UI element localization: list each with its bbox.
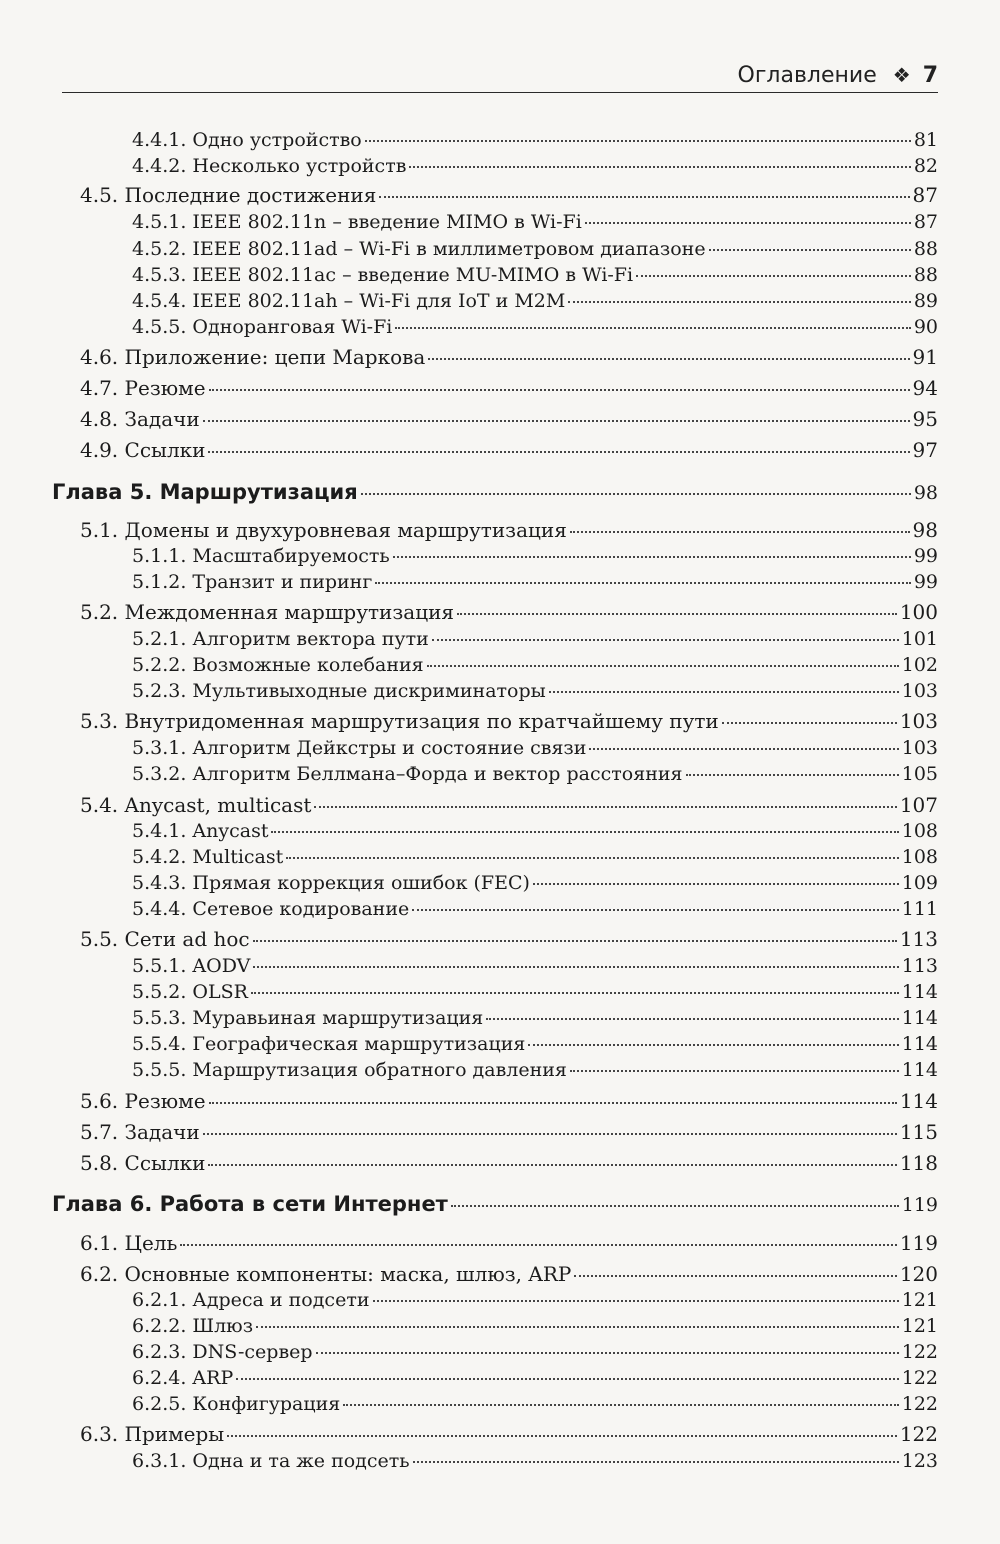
toc-entry-title: 6.2.5. Конфигурация	[132, 1393, 341, 1415]
toc-entry-title: 4.5.1. IEEE 802.11n – введение MIMO в Wi-Fi	[132, 211, 582, 233]
toc-entry-page: 122	[899, 1422, 938, 1446]
toc-entry-title: Глава 5. Маршрутизация	[52, 480, 358, 504]
toc-section	[0, 600, 938, 624]
page-number: 7	[922, 62, 938, 88]
toc-section	[0, 183, 938, 207]
dot-leader	[533, 882, 899, 885]
toc-entry-title: 4.4.1. Одно устройство	[132, 129, 362, 151]
toc-entry-page: 90	[913, 316, 938, 338]
toc-entry-page: 122	[901, 1341, 938, 1363]
toc-entry-title: 5.4.2. Multicast	[132, 846, 284, 868]
dot-leader	[585, 221, 911, 224]
dot-leader	[486, 1017, 898, 1020]
toc-entry-title: 5.1.2. Транзит и пиринг	[132, 571, 373, 593]
dot-leader	[209, 1101, 897, 1104]
toc-entry-page: 108	[901, 820, 938, 842]
toc-entry-title: 6.3.1. Одна и та же подсеть	[132, 1450, 410, 1472]
toc-entry-page: 120	[899, 1262, 938, 1286]
toc-entry-title: 4.5.2. IEEE 802.11ad – Wi-Fi в миллиметровом диапазоне	[132, 238, 706, 260]
toc-chapter	[0, 1192, 938, 1217]
toc-section	[0, 1262, 938, 1286]
dot-leader	[722, 721, 897, 724]
toc-entry-title: 5.8. Ссылки	[80, 1151, 206, 1175]
toc-entry-page: 89	[913, 290, 938, 312]
toc-entry-page: 105	[901, 763, 938, 785]
toc-entry-title: 4.5.3. IEEE 802.11ac – введение MU-MIMO в Wi-Fi	[132, 264, 634, 286]
toc-entry-title: 6.3. Примеры	[80, 1422, 225, 1446]
toc-section	[0, 1089, 938, 1113]
dot-leader	[427, 664, 899, 667]
toc-entry-page: 115	[899, 1120, 938, 1144]
dot-leader	[286, 856, 898, 859]
dot-leader	[570, 530, 910, 533]
toc-subsection	[0, 1392, 938, 1416]
toc-entry-page: 122	[901, 1393, 938, 1415]
toc-subsection	[0, 128, 938, 152]
toc-entry-page: 107	[899, 793, 938, 817]
toc-entry-title: 5.3.1. Алгоритм Дейкстры и состояние связи	[132, 737, 587, 759]
dot-leader	[236, 1377, 899, 1380]
toc-entry-page: 88	[913, 264, 938, 286]
toc-subsection	[0, 570, 938, 594]
toc-entry-title: 5.7. Задачи	[80, 1120, 200, 1144]
dot-leader	[574, 1274, 896, 1277]
toc-entry-title: 6.1. Цель	[80, 1231, 178, 1255]
toc-entry-title: 5.5. Сети ad hoc	[80, 927, 250, 951]
ornament-icon: ❖	[892, 63, 911, 87]
toc-entry-page: 103	[901, 680, 938, 702]
toc-chapter	[0, 480, 938, 505]
toc-entry-page: 99	[913, 545, 938, 567]
toc-subsection	[0, 679, 938, 703]
dot-leader	[208, 450, 909, 453]
toc-entry-page: 119	[901, 1194, 938, 1216]
toc-entry-title: 5.5.2. OLSR	[132, 981, 248, 1003]
dot-leader	[412, 908, 898, 911]
toc-entry-title: 6.2.2. Шлюз	[132, 1315, 254, 1337]
toc-entry-page: 109	[901, 872, 938, 894]
toc-subsection	[0, 980, 938, 1004]
toc-section	[0, 407, 938, 431]
dot-leader	[253, 965, 898, 968]
toc-entry-page: 114	[901, 981, 938, 1003]
toc-subsection	[0, 845, 938, 869]
toc-section	[0, 438, 938, 462]
toc-entry-page: 122	[901, 1367, 938, 1389]
dot-leader	[365, 139, 911, 142]
toc-entry-title: 5.3. Внутридоменная маршрутизация по кратчайшему пути	[80, 709, 719, 733]
toc-entry-title: Глава 6. Работа в сети Интернет	[52, 1192, 448, 1216]
toc-entry-title: 4.5.4. IEEE 802.11ah – Wi-Fi для IoT и M2M	[132, 290, 566, 312]
toc-entry-page: 99	[913, 571, 938, 593]
dot-leader	[393, 555, 911, 558]
toc-entry-page: 98	[913, 482, 938, 504]
toc-entry-title: 5.2.1. Алгоритм вектора пути	[132, 628, 429, 650]
dot-leader	[636, 274, 911, 277]
toc-section	[0, 927, 938, 951]
toc-entry-title: 5.2.2. Возможные колебания	[132, 654, 424, 676]
toc-section	[0, 1422, 938, 1446]
toc-entry-title: 5.5.4. Географическая маршрутизация	[132, 1033, 526, 1055]
toc-entry-page: 87	[913, 211, 938, 233]
toc-subsection	[0, 1288, 938, 1312]
toc-subsection	[0, 897, 938, 921]
dot-leader	[180, 1243, 896, 1246]
toc-entry-page: 91	[912, 345, 938, 369]
dot-leader	[256, 1325, 899, 1328]
toc-entry-page: 111	[901, 898, 938, 920]
dot-leader	[549, 690, 899, 693]
toc-entry-title: 5.4.3. Прямая коррекция ошибок (FEC)	[132, 872, 530, 894]
dot-leader	[432, 638, 899, 641]
toc-subsection	[0, 819, 938, 843]
toc-entry-page: 81	[913, 129, 938, 151]
toc-subsection	[0, 237, 938, 261]
dot-leader	[361, 492, 911, 495]
toc-section	[0, 376, 938, 400]
toc-entry-title: 6.2.4. ARP	[132, 1367, 234, 1389]
toc-subsection	[0, 1058, 938, 1082]
toc-subsection	[0, 289, 938, 313]
toc-subsection	[0, 1006, 938, 1030]
toc-entry-title: 5.1.1. Масштабируемость	[132, 545, 390, 567]
dot-leader	[209, 388, 910, 391]
toc-section	[0, 1120, 938, 1144]
toc-entry-page: 114	[899, 1089, 938, 1113]
toc-entry-page: 88	[913, 238, 938, 260]
dot-leader	[528, 1043, 898, 1046]
toc-subsection	[0, 210, 938, 234]
toc-entry-page: 101	[901, 628, 938, 650]
toc-entry-title: 5.2. Междоменная маршрутизация	[80, 600, 455, 624]
toc-entry-title: 5.4.1. Anycast	[132, 820, 269, 842]
toc-subsection	[0, 1366, 938, 1390]
toc-entry-title: 5.5.5. Маршрутизация обратного давления	[132, 1059, 567, 1081]
dot-leader	[428, 357, 909, 360]
toc-entry-page: 121	[901, 1289, 938, 1311]
dot-leader	[271, 830, 898, 833]
toc-subsection	[0, 1449, 938, 1473]
toc-entry-page: 119	[899, 1231, 938, 1255]
toc-entry-page: 82	[913, 155, 938, 177]
toc-entry-page: 95	[912, 407, 938, 431]
toc-entry-title: 5.1. Домены и двухуровневая маршрутизация	[80, 518, 567, 542]
toc-entry-page: 87	[912, 183, 938, 207]
toc-entry-title: 4.7. Резюме	[80, 376, 206, 400]
toc-subsection	[0, 544, 938, 568]
toc-entry-page: 118	[899, 1151, 938, 1175]
dot-leader	[451, 1204, 899, 1207]
toc-entry-title: 5.3.2. Алгоритм Беллмана–Форда и вектор расстояния	[132, 763, 683, 785]
toc-entry-page: 100	[899, 600, 938, 624]
toc-subsection	[0, 871, 938, 895]
toc-section	[0, 1231, 938, 1255]
toc-subsection	[0, 954, 938, 978]
toc-entry-page: 103	[901, 737, 938, 759]
toc-section	[0, 518, 938, 542]
dot-leader	[203, 1132, 897, 1135]
dot-leader	[208, 1163, 896, 1166]
toc-entry-title: 4.6. Приложение: цепи Маркова	[80, 345, 426, 369]
toc-subsection	[0, 736, 938, 760]
toc-subsection	[0, 263, 938, 287]
toc-entry-page: 113	[899, 927, 938, 951]
toc-entry-title: 6.2. Основные компоненты: маска, шлюз, ARP	[80, 1262, 572, 1286]
dot-leader	[709, 248, 911, 251]
toc-section	[0, 793, 938, 817]
dot-leader	[316, 1351, 899, 1354]
running-head-title: Оглавление	[737, 62, 877, 88]
toc-entry-page: 114	[901, 1059, 938, 1081]
dot-leader	[203, 419, 910, 422]
toc-entry-title: 4.8. Задачи	[80, 407, 200, 431]
toc-subsection	[0, 1340, 938, 1364]
toc-entry-page: 98	[912, 518, 938, 542]
dot-leader	[373, 1299, 899, 1302]
toc-entry-page: 114	[901, 1007, 938, 1029]
toc-subsection	[0, 627, 938, 651]
dot-leader	[409, 165, 910, 168]
toc-entry-page: 108	[901, 846, 938, 868]
toc-section	[0, 709, 938, 733]
toc-subsection	[0, 762, 938, 786]
toc-entry-title: 5.6. Резюме	[80, 1089, 206, 1113]
dot-leader	[253, 939, 897, 942]
dot-leader	[457, 612, 897, 615]
toc-subsection	[0, 1314, 938, 1338]
toc-entry-title: 5.2.3. Мультивыходные дискриминаторы	[132, 680, 546, 702]
toc-entry-page: 114	[901, 1033, 938, 1055]
toc-entry-title: 5.5.1. AODV	[132, 955, 251, 977]
toc-entry-title: 6.2.1. Адреса и подсети	[132, 1289, 370, 1311]
dot-leader	[227, 1434, 897, 1437]
toc-entry-title: 4.9. Ссылки	[80, 438, 206, 462]
toc-subsection	[0, 154, 938, 178]
dot-leader	[314, 805, 896, 808]
toc-subsection	[0, 315, 938, 339]
dot-leader	[589, 747, 898, 750]
toc-entry-page: 123	[901, 1450, 938, 1472]
toc-entry-page: 102	[901, 654, 938, 676]
toc-entry-title: 4.4.2. Несколько устройств	[132, 155, 407, 177]
dot-leader	[570, 1069, 899, 1072]
dot-leader	[395, 326, 910, 329]
dot-leader	[251, 991, 899, 994]
dot-leader	[568, 300, 910, 303]
toc-entry-title: 5.4.4. Сетевое кодирование	[132, 898, 410, 920]
dot-leader	[343, 1403, 898, 1406]
dot-leader	[686, 773, 899, 776]
dot-leader	[379, 195, 909, 198]
dot-leader	[375, 581, 911, 584]
toc-subsection	[0, 1032, 938, 1056]
toc-entry-page: 94	[912, 376, 938, 400]
toc-entry-page: 121	[901, 1315, 938, 1337]
toc-subsection	[0, 653, 938, 677]
toc-entry-title: 4.5.5. Одноранговая Wi-Fi	[132, 316, 393, 338]
toc-entry-page: 113	[901, 955, 938, 977]
toc-section	[0, 1151, 938, 1175]
dot-leader	[413, 1460, 899, 1463]
toc-entry-title: 5.5.3. Муравьиная маршрутизация	[132, 1007, 484, 1029]
toc-entry-title: 4.5. Последние достижения	[80, 183, 377, 207]
toc-entry-page: 97	[912, 438, 938, 462]
toc-entry-title: 6.2.3. DNS-сервер	[132, 1341, 313, 1363]
toc-entry-page: 103	[899, 709, 938, 733]
toc-entry-title: 5.4. Anycast, multicast	[80, 793, 312, 817]
toc-section	[0, 345, 938, 369]
